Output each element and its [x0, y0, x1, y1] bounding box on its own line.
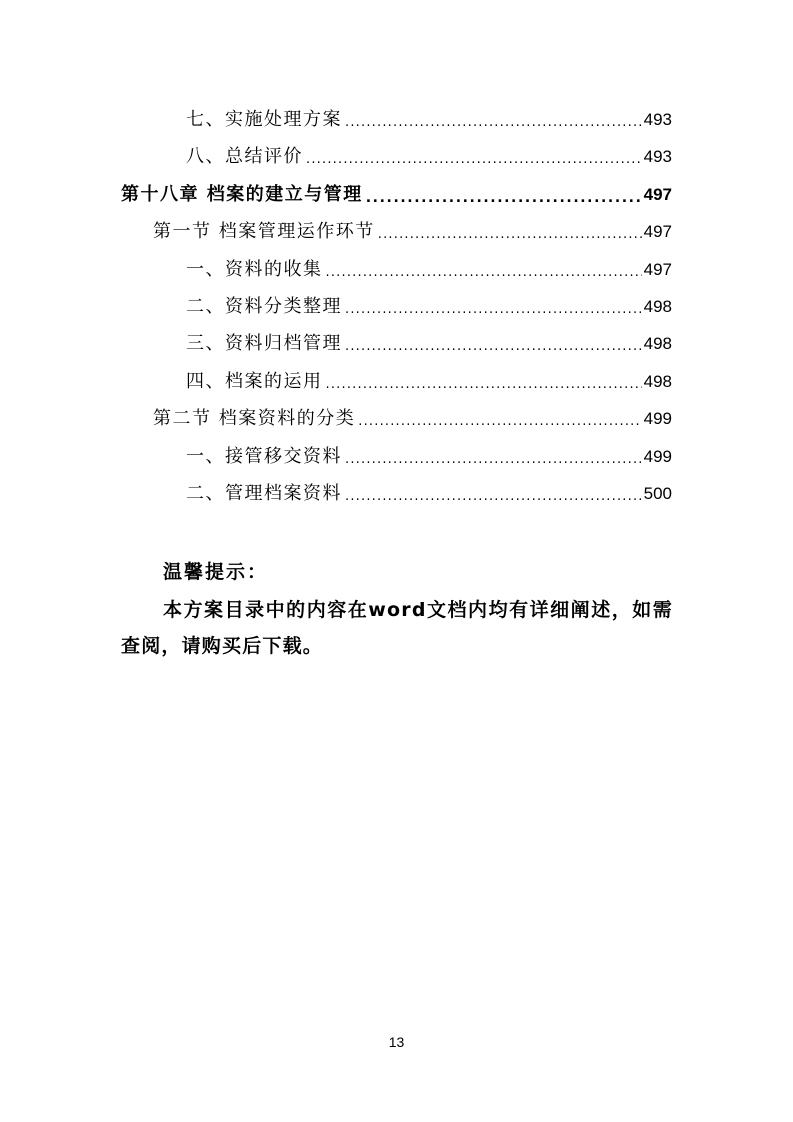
toc-leader-dots [345, 288, 642, 325]
toc-entry-title: 第一节 档案管理运作环节 [153, 221, 375, 243]
toc-leader-dots [326, 251, 642, 288]
toc-entry[interactable] [0, 363, 793, 400]
toc-entry-page: 497 [643, 259, 672, 279]
toc-entry[interactable] [0, 325, 793, 362]
toc-entry-title: 一、接管移交资料 [186, 445, 342, 467]
toc-leader-dots [326, 363, 642, 400]
toc-entry-page: 497 [643, 222, 672, 242]
toc-chapter-entry[interactable] [0, 176, 793, 213]
toc-leader-dots [345, 475, 642, 512]
toc-leader-dots [366, 176, 642, 213]
toc-entry-page: 498 [643, 371, 672, 391]
toc-entry-title: 八、总结评价 [186, 146, 303, 168]
toc-entry-page: 493 [643, 110, 672, 129]
toc-leader-dots [345, 325, 642, 362]
toc-entry-page: 498 [643, 334, 672, 354]
toc-entry[interactable] [0, 438, 793, 475]
toc-entry-page: 499 [643, 409, 672, 429]
toc-entry-title: 第十八章 档案的建立与管理 [121, 183, 363, 205]
toc-leader-dots [358, 400, 641, 437]
notice-body: 本方案目录中的内容在word文档内均有详细阐述，如需查阅，请购买后下载。 [121, 599, 673, 657]
toc-entry-page: 493 [643, 147, 672, 167]
toc-entry[interactable] [0, 475, 793, 512]
toc-leader-dots [306, 138, 642, 175]
toc-leader-dots [345, 438, 642, 475]
toc-leader-dots [378, 213, 642, 250]
toc-entry-page: 500 [643, 483, 672, 503]
toc-entry[interactable] [0, 101, 793, 138]
toc-entry-title: 二、资料分类整理 [186, 295, 342, 317]
toc-entry-page: 499 [643, 446, 672, 466]
page-number: 13 [388, 1034, 405, 1050]
toc-entry-title: 一、资料的收集 [186, 258, 323, 280]
toc-entry-title: 二、管理档案资料 [186, 482, 342, 504]
toc-section-entry[interactable] [0, 213, 793, 250]
toc-entry-page: 497 [643, 184, 672, 204]
toc-entry[interactable] [0, 251, 793, 288]
toc-entry-title: 四、档案的运用 [186, 370, 323, 392]
notice-title: 温馨提示： [163, 561, 269, 583]
toc-entry[interactable] [0, 138, 793, 175]
toc-section-entry[interactable] [0, 400, 793, 437]
toc-entry-title: 七、实施处理方案 [186, 109, 342, 130]
toc-entry[interactable] [0, 288, 793, 325]
toc-leader-dots [345, 101, 642, 138]
toc-entry-page: 498 [643, 296, 672, 316]
table-of-contents [0, 101, 793, 512]
toc-entry-title: 三、资料归档管理 [186, 333, 342, 355]
toc-entry-title: 第二节 档案资料的分类 [153, 408, 356, 430]
